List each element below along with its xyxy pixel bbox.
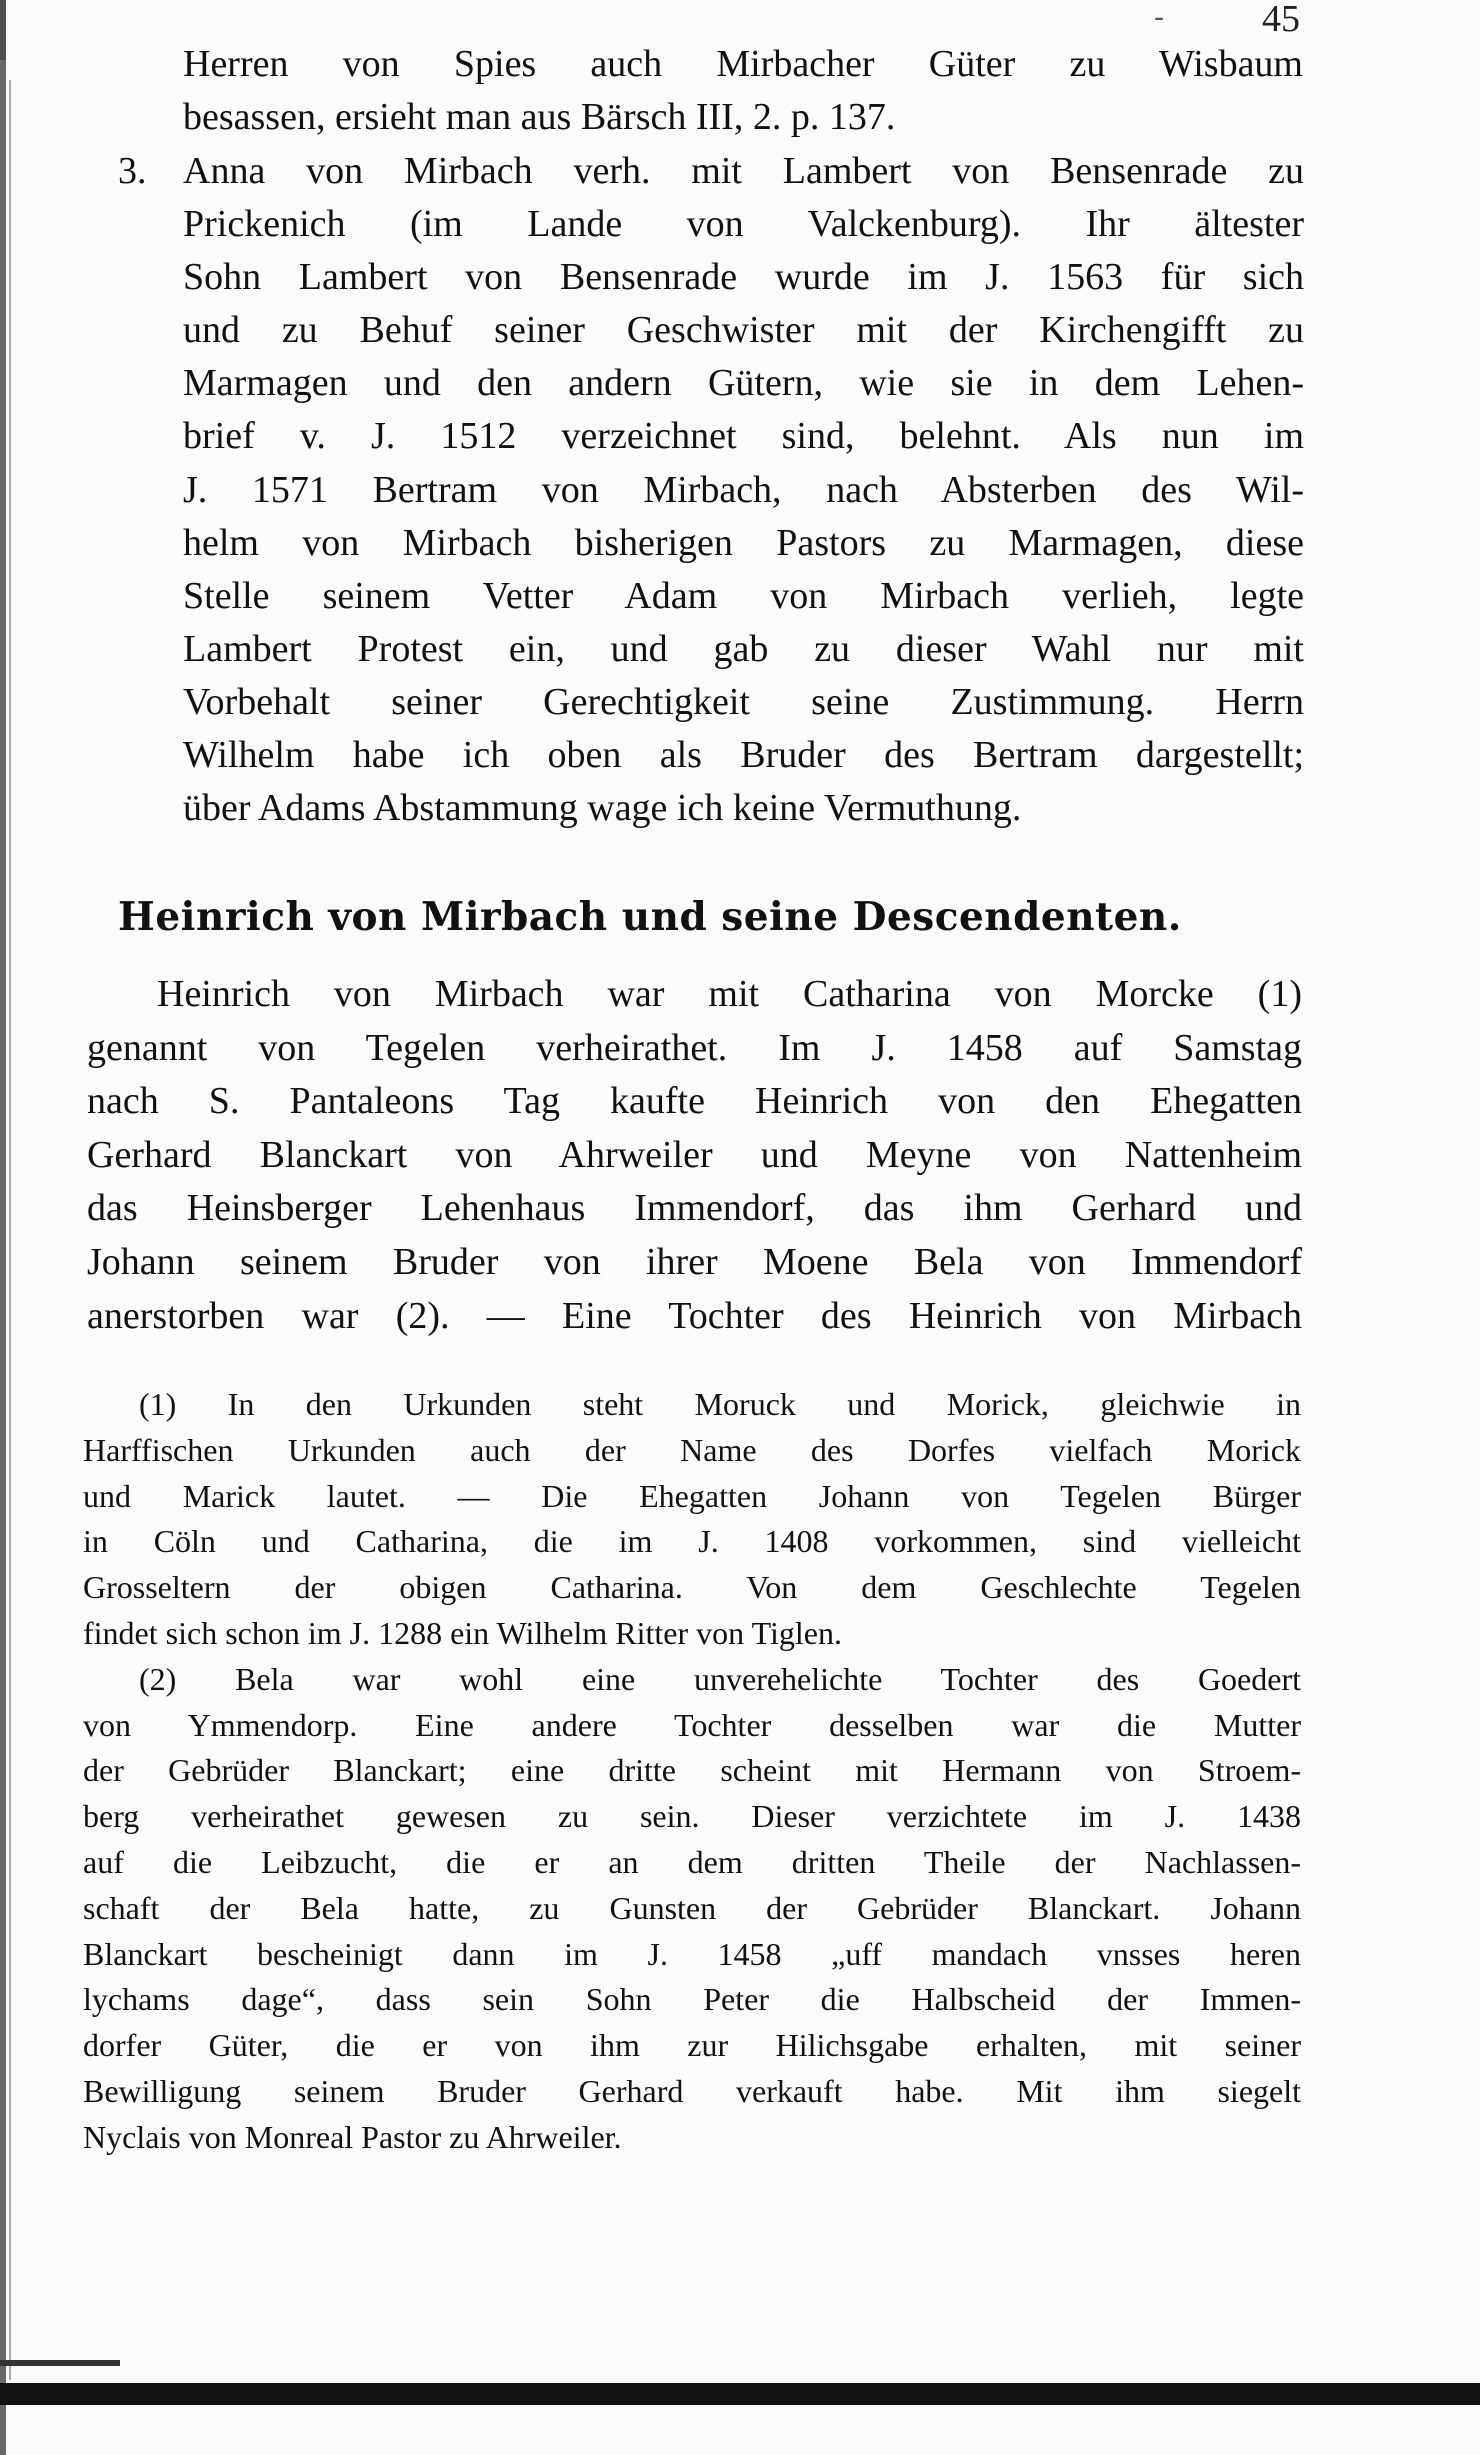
text-line: Wilhelm habe ich oben als Bruder des Bertram dargestellt; (183, 734, 1304, 777)
footnote-line: (1) In den Urkunden steht Moruck und Morick, gleichwie in (139, 1386, 1301, 1422)
text-line: nach S. Pantaleons Tag kaufte Heinrich von den Ehegatten (87, 1080, 1302, 1123)
footnote-line: dorfer Güter, die er von ihm zur Hilichsgabe erhalten, mit seiner (83, 2027, 1301, 2064)
text-line: Prickenich (im Lande von Valckenburg). Ihr ältester (183, 203, 1304, 246)
footnotes (83, 1382, 1301, 2161)
continuation-paragraph (183, 38, 1303, 143)
text-line: Johann seinem Bruder von ihrer Moene Bela von Immendorf (87, 1240, 1302, 1283)
list-item-numeral: 3. (118, 150, 147, 192)
text-line: anerstorben war (2). — Eine Tochter des Heinrich von Mirbach (87, 1294, 1302, 1337)
text-line: Lambert Protest ein, und gab zu dieser Wahl nur mit (183, 627, 1304, 670)
footnote-line: und Marick lautet. — Die Ehegatten Johann von Tegelen Bürger (83, 1477, 1301, 1514)
footnote-line: (2) Bela war wohl eine unverehelichte Tochter des Goedert (139, 1660, 1301, 1697)
text-line: Vorbehalt seiner Gerechtigkeit seine Zustimmung. Herrn (183, 680, 1304, 723)
footnote-1 (83, 1382, 1301, 1657)
text-line: J. 1571 Bertram von Mirbach, nach Absterben des Wil- (183, 468, 1304, 511)
footnote-line: Blanckart bescheinigt dann im J. 1458 „uff mandach vnsses heren (83, 1935, 1301, 1972)
footnote-line: in Cöln und Catharina, die im J. 1408 vorkommen, sind vielleicht (83, 1523, 1301, 1560)
page-edge-bottom (0, 2383, 1480, 2405)
footnote-line: lychams dage“, dass sein Sohn Peter die Halbscheid der Immen- (83, 1981, 1301, 2018)
footnote-line: schaft der Bela hatte, zu Gunsten der Gebrüder Blanckart. Johann (83, 1889, 1301, 1926)
footnote-line: von Ymmendorp. Eine andere Tochter desselben war die Mutter (83, 1706, 1301, 1743)
footnote-line: der Gebrüder Blanckart; eine dritte scheint mit Hermann von Stroem- (83, 1752, 1301, 1789)
footnote-line: berg verheirathet gewesen zu sein. Dieser verzichtete im J. 1438 (83, 1798, 1301, 1835)
text-line: Heinrich von Mirbach war mit Catharina von Morcke (1) (157, 973, 1302, 1015)
page-edge-left (0, 0, 6, 2455)
text-line: helm von Mirbach bisherigen Pastors zu Marmagen, diese (183, 521, 1304, 564)
page-edge-bottom-mark (0, 2360, 120, 2366)
footnote-line: Harffischen Urkunden auch der Name des Dorfes vielfach Morick (83, 1431, 1301, 1468)
section-paragraph (87, 968, 1302, 1343)
text-line: über Adams Abstammung wage ich keine Vermuthung. (183, 787, 1022, 830)
footnote-line: auf die Leibzucht, die er an dem dritten Theile der Nachlassen- (83, 1843, 1301, 1880)
list-item-first-line (118, 145, 1304, 198)
text-line: Anna von Mirbach verh. mit Lambert von Bensenrade zu (183, 150, 1304, 192)
text-line: Sohn Lambert von Bensenrade wurde im J. 1563 für sich (183, 256, 1304, 299)
footnote-line: findet sich schon im J. 1288 ein Wilhelm Ritter von Tiglen. (83, 1614, 842, 1651)
text-line: und zu Behuf seiner Geschwister mit der Kirchengifft zu (183, 309, 1304, 352)
page-edge-shadow (9, 80, 11, 2380)
footnote-2 (83, 1657, 1301, 2161)
list-item-3 (118, 145, 1304, 835)
footnote-line: Bewilligung seinem Bruder Gerhard verkauft habe. Mit ihm siegelt (83, 2072, 1301, 2109)
section-heading: Heinrich von Mirbach und seine Descendenten. (118, 894, 1182, 940)
text-line: Herren von Spies auch Mirbacher Güter zu Wisbaum (183, 43, 1303, 85)
text-line: brief v. J. 1512 verzeichnet sind, belehnt. Als nun im (183, 415, 1304, 458)
text-line: besassen, ersieht man aus Bärsch III, 2. p. 137. (183, 95, 896, 138)
text-line: das Heinsberger Lehenhaus Immendorf, das ihm Gerhard und (87, 1187, 1302, 1230)
footnote-line: Grosseltern der obigen Catharina. Von dem Geschlechte Tegelen (83, 1569, 1301, 1606)
page-mark: - (1154, 0, 1165, 35)
page-number: 45 (1262, 0, 1300, 40)
text-line: genannt von Tegelen verheirathet. Im J. 1458 auf Samstag (87, 1026, 1302, 1069)
text-line: Gerhard Blanckart von Ahrweiler und Meyne von Nattenheim (87, 1133, 1302, 1176)
text-line: Stelle seinem Vetter Adam von Mirbach verlieh, legte (183, 574, 1304, 617)
footnote-line: Nyclais von Monreal Pastor zu Ahrweiler. (83, 2118, 622, 2155)
list-item-body (118, 198, 1304, 835)
text-line: Marmagen und den andern Gütern, wie sie in dem Lehen- (183, 362, 1304, 405)
